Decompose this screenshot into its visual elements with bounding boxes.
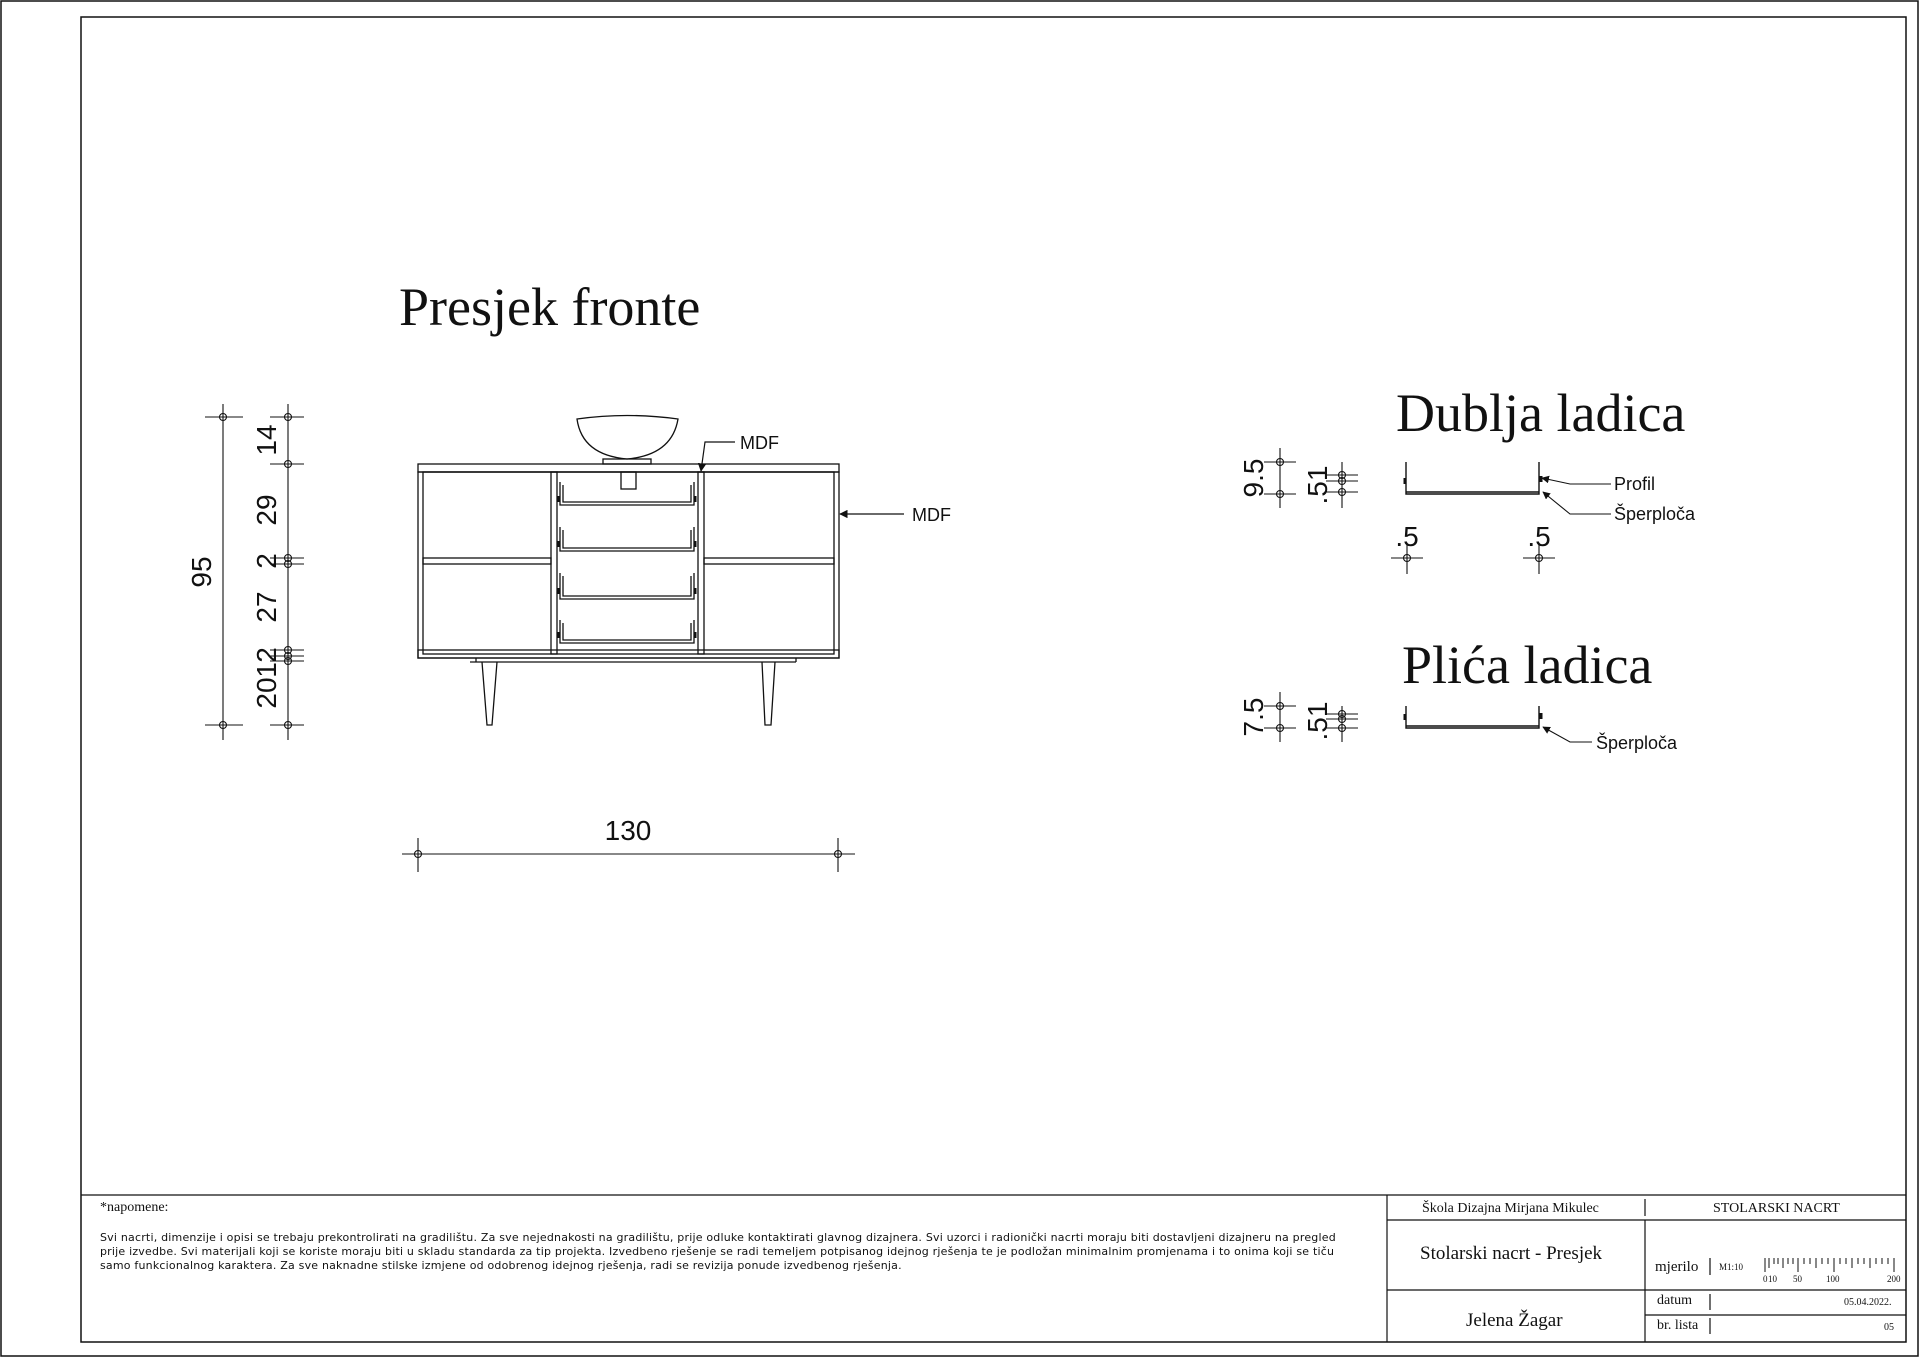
material-top-label: MDF (740, 433, 779, 453)
deep-drawer-detail (1405, 462, 1541, 494)
dim-20-label: 20 (251, 677, 282, 709)
profile-label: Profil (1614, 474, 1656, 494)
plywood-shallow-label: Šperploča (1596, 733, 1678, 753)
leader-lines (701, 442, 904, 514)
dim-14-label: 14 (251, 424, 282, 456)
scale-bar (1765, 1258, 1894, 1272)
shallow-height-label: 7.5 (1238, 697, 1269, 737)
scale-tick-100: 100 (1826, 1274, 1840, 1284)
sheet-value: 05 (1884, 1322, 1894, 1333)
deep-drawer-leaders (1542, 478, 1611, 514)
drawing-title: Stolarski nacrt - Presjek (1420, 1243, 1603, 1264)
dim-27-label: 27 (251, 591, 282, 623)
plywood-deep-label: Šperploča (1614, 504, 1696, 524)
drawing-type: STOLARSKI NACRT (1713, 1201, 1840, 1216)
scale-tick-10: 10 (1768, 1274, 1777, 1284)
scale-value: M1:10 (1719, 1262, 1744, 1272)
material-side-label: MDF (912, 505, 951, 525)
date-label: datum (1657, 1293, 1692, 1308)
shallow-thickness-label: .51 (1302, 701, 1333, 741)
deep-drawer-title: Dublja ladica (1396, 383, 1686, 443)
scale-label: mjerilo (1655, 1259, 1699, 1275)
dim-2a-label: 2 (251, 553, 282, 569)
scale-tick-0: 0 (1763, 1274, 1768, 1284)
dim-130-label: 130 (604, 815, 652, 846)
notes-heading: *napomene: (100, 1200, 169, 1215)
author-name: Jelena Žagar (1466, 1310, 1563, 1331)
deep-right-offset-label: .5 (1527, 521, 1551, 552)
cabinet-section (418, 416, 839, 726)
sheet-label: br. lista (1657, 1318, 1699, 1333)
shallow-drawer-leaders (1543, 727, 1592, 742)
dim-2b-label: 2 (251, 647, 282, 663)
shallow-drawer-detail (1405, 706, 1541, 728)
dim-1-label: 1 (251, 662, 282, 678)
dim-29-label: 29 (251, 494, 282, 526)
dim-95-label: 95 (186, 556, 217, 588)
deep-thickness-label: .51 (1302, 465, 1333, 505)
date-value: 05.04.2022. (1844, 1297, 1892, 1308)
deep-height-label: 9.5 (1238, 458, 1269, 498)
school-name: Škola Dizajna Mirjana Mikulec (1422, 1201, 1599, 1216)
scale-tick-50: 50 (1793, 1274, 1802, 1284)
section-title: Presjek fronte (399, 277, 701, 337)
deep-left-offset-label: .5 (1395, 521, 1419, 552)
scale-tick-200: 200 (1887, 1274, 1901, 1284)
notes-text: Svi nacrti, dimenzije i opisi se trebaju prekontrolirati na gradilištu. Za sve nejednakosti na gradilištu, prije odluke kontaktirati glavnog dizajnera. Svi uzorci i radionički nacrti moraju biti dostavljeni dizajneru na pregled prije izvedbe. Svi materijali koji se koriste moraju biti u skladu standarda za tip projekta. Izvedbeno rješenje se radi temeljem potpisanog idejnog rješenja te je podložan minimalnim promjenama i to onima koji se tiču samo funkcionalnog karaktera. Za sve naknadne stilske izmjene od odobrenog idejnog rješenja, radi se revizija ponude izvedbenog rješenja. (100, 1231, 1336, 1272)
shallow-drawer-title: Plića ladica (1402, 635, 1653, 695)
